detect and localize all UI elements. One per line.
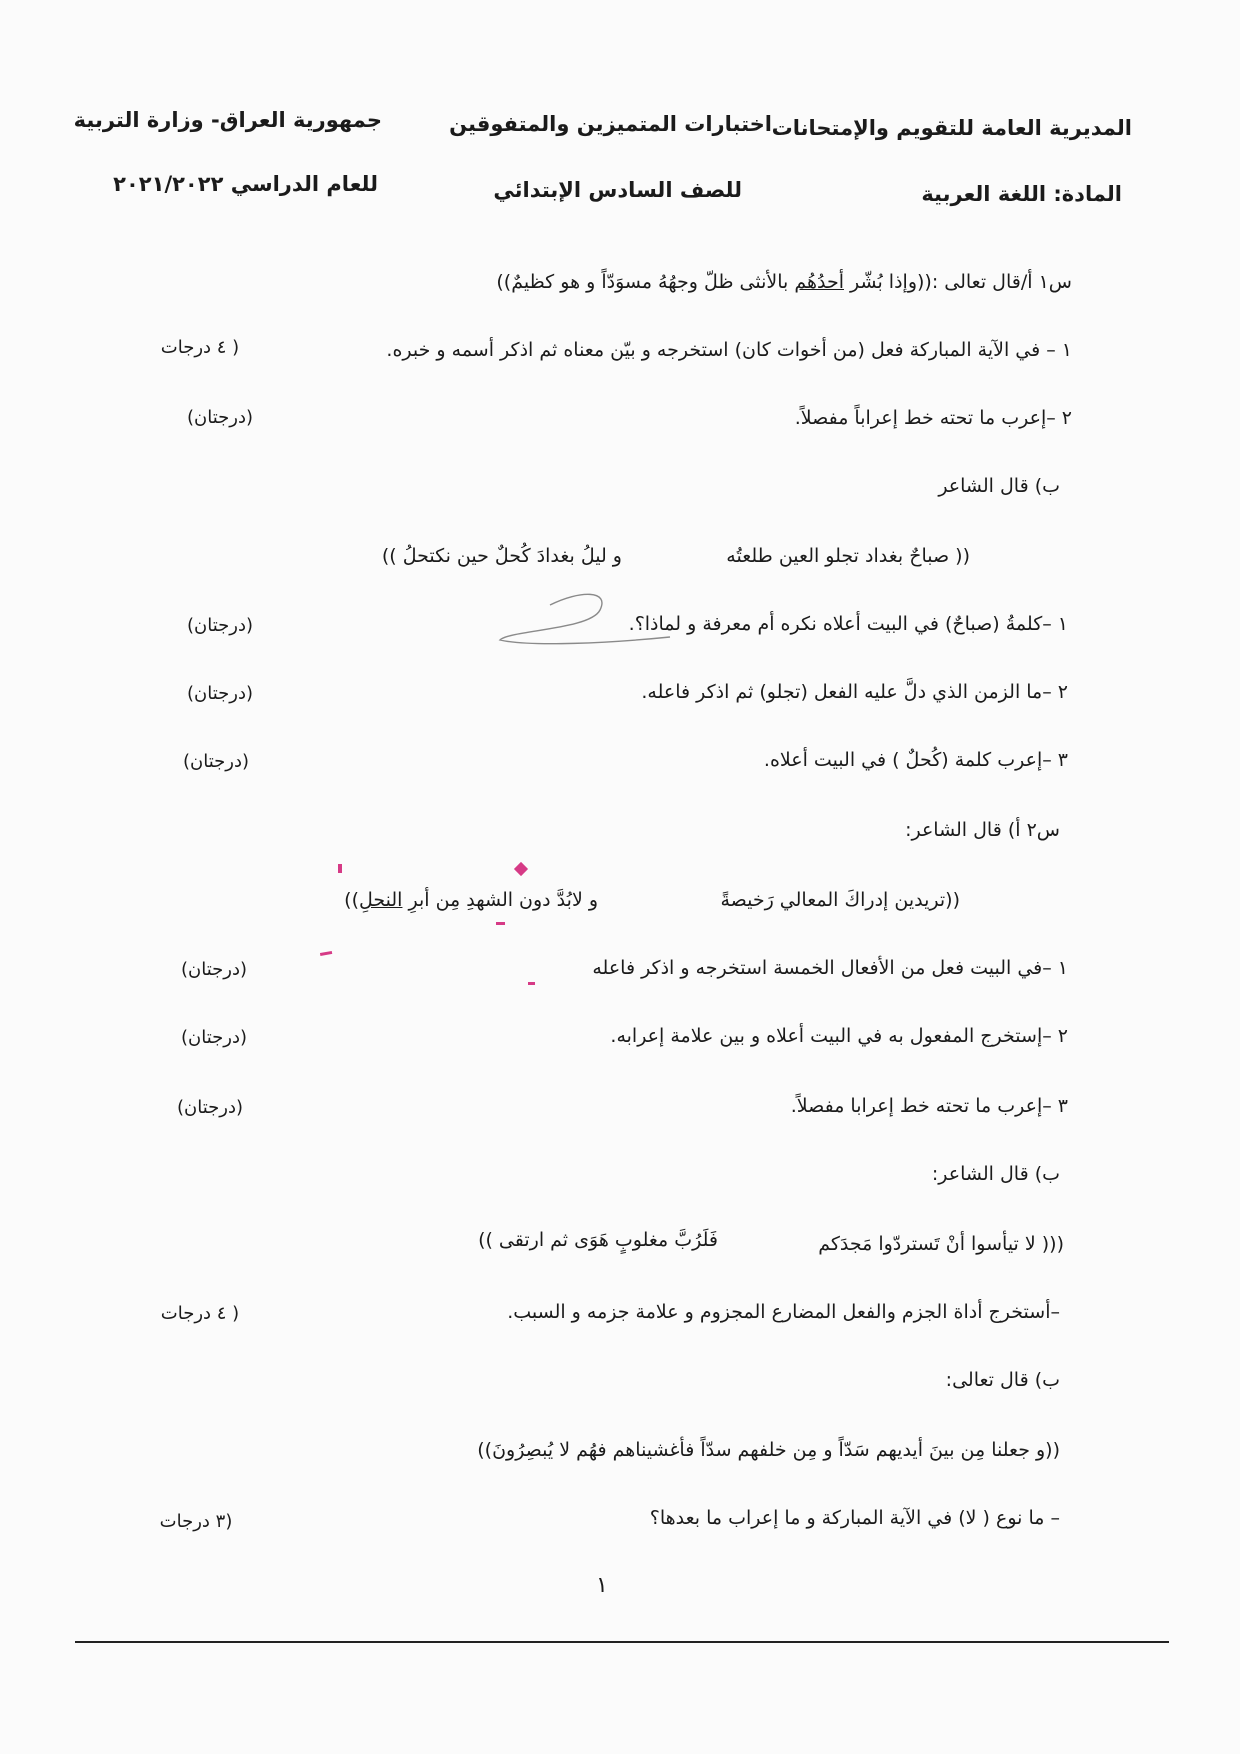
header-exam-title: اختبارات المتميزين والمتفوقين (449, 112, 772, 136)
q2-c-verse: ((و جعلنا مِن بينَ أيديهم سَدّاً و مِن خلفهم سدّاً فأغشيناهم فهُم لا يُبصِرُونَ)) (477, 1439, 1060, 1461)
q2-c-item-score: (٣ درجات (159, 1511, 233, 1532)
q1-item-2: ٢ –إعرب ما تحته خط إعراباً مفصلاً. (794, 407, 1072, 429)
q2-item-3-score: (درجتان) (176, 1097, 243, 1118)
q1-b-item-2: ٢ –ما الزمن الذي دلَّ عليه الفعل (تجلو) ثم اذكر فاعله. (641, 681, 1068, 703)
q1-b-item-2-score: (درجتان) (186, 683, 253, 704)
q1-b-item-3: ٣ –إعرب كلمة (كُحلٌ ) في البيت أعلاه. (763, 749, 1068, 771)
q1-b-title: ب) قال الشاعر (938, 475, 1060, 497)
q2-item-2: ٢ –إستخرج المفعول به في البيت أعلاه و بين علامة إعرابه. (610, 1025, 1068, 1047)
q1-verse-second-hemistich: و ليلُ بغدادَ كُحلٌ حين نكتحلُ )) (381, 545, 622, 567)
q2-item-3: ٣ –إعرب ما تحته خط إعرابا مفصلاً. (790, 1095, 1068, 1117)
q1-item-2-score: (درجتان) (186, 407, 253, 428)
q2-verse-second-hemistich: و لابُدَّ دون الشهدِ مِن أبرِ النحلِ)) (344, 889, 598, 911)
header-directorate: المديرية العامة للتقويم والإمتحانات (771, 116, 1132, 140)
q2-item-1-score: (درجتان) (180, 959, 247, 980)
header-ministry: جمهورية العراق- وزارة التربية (73, 108, 382, 132)
header-subject: المادة: اللغة العربية (921, 182, 1122, 206)
q1-b-item-1: ١ –كلمةُ (صباحٌ) في البيت أعلاه نكره أم معرفة و لماذا؟. (628, 613, 1068, 635)
header-year: للعام الدراسي ٢٠٢١/٢٠٢٢ (113, 172, 378, 196)
q2-b-title: ب) قال الشاعر: (931, 1163, 1060, 1185)
q2-verse-first-hemistich: ((تريدين إدراكَ المعالي رَخيصةً (720, 889, 960, 911)
q1-intro: س١ أ/قال تعالى :((وإذا بُشّر أحدُهُم بالأنثى ظلّ وجهُهُ مسوَدّاً و هو كظيمٌ)) (496, 271, 1072, 293)
q2-b-item: –أستخرج أداة الجزم والفعل المضارع المجزوم و علامة جزمه و السبب. (507, 1301, 1060, 1323)
pencil-scribble (490, 585, 690, 655)
q1-b-item-3-score: (درجتان) (182, 751, 249, 772)
q1-item-1-score: ( ٤ درجات (160, 337, 240, 358)
header-grade: للصف السادس الإبتدائي (493, 178, 742, 202)
footer-rule (75, 1641, 1169, 1643)
q1-verse-first-hemistich: (( صباحٌ بغداد تجلو العين طلعتُه (726, 545, 970, 567)
q2-item-1: ١ –في البيت فعل من الأفعال الخمسة استخرجه و اذكر فاعله (592, 957, 1068, 979)
q2-title: س٢ أ) قال الشاعر: (905, 819, 1060, 841)
q2-item-2-score: (درجتان) (180, 1027, 247, 1048)
q2-b-verse-first-hemistich: ((( لا تيأسوا أنْ تَستردّوا مَجدَكم (818, 1233, 1064, 1255)
q2-b-verse-second-hemistich: فَلَرُبَّ مغلوبٍ هَوَى ثم ارتقى )) (478, 1229, 718, 1251)
q2-c-title: ب) قال تعالى: (945, 1369, 1060, 1391)
pink-ink-marks (320, 850, 560, 990)
q1-b-item-1-score: (درجتان) (186, 615, 253, 636)
q2-b-item-score: ( ٤ درجات (160, 1303, 240, 1324)
q2-c-item: – ما نوع ( لا) في الآية المباركة و ما إعراب ما بعدها؟ (649, 1507, 1060, 1529)
page-number: ١ (596, 1573, 608, 1598)
q1-item-1: ١ – في الآية المباركة فعل (من أخوات كان) استخرجه و بيّن معناه ثم اذكر أسمه و خبره. (386, 339, 1072, 361)
